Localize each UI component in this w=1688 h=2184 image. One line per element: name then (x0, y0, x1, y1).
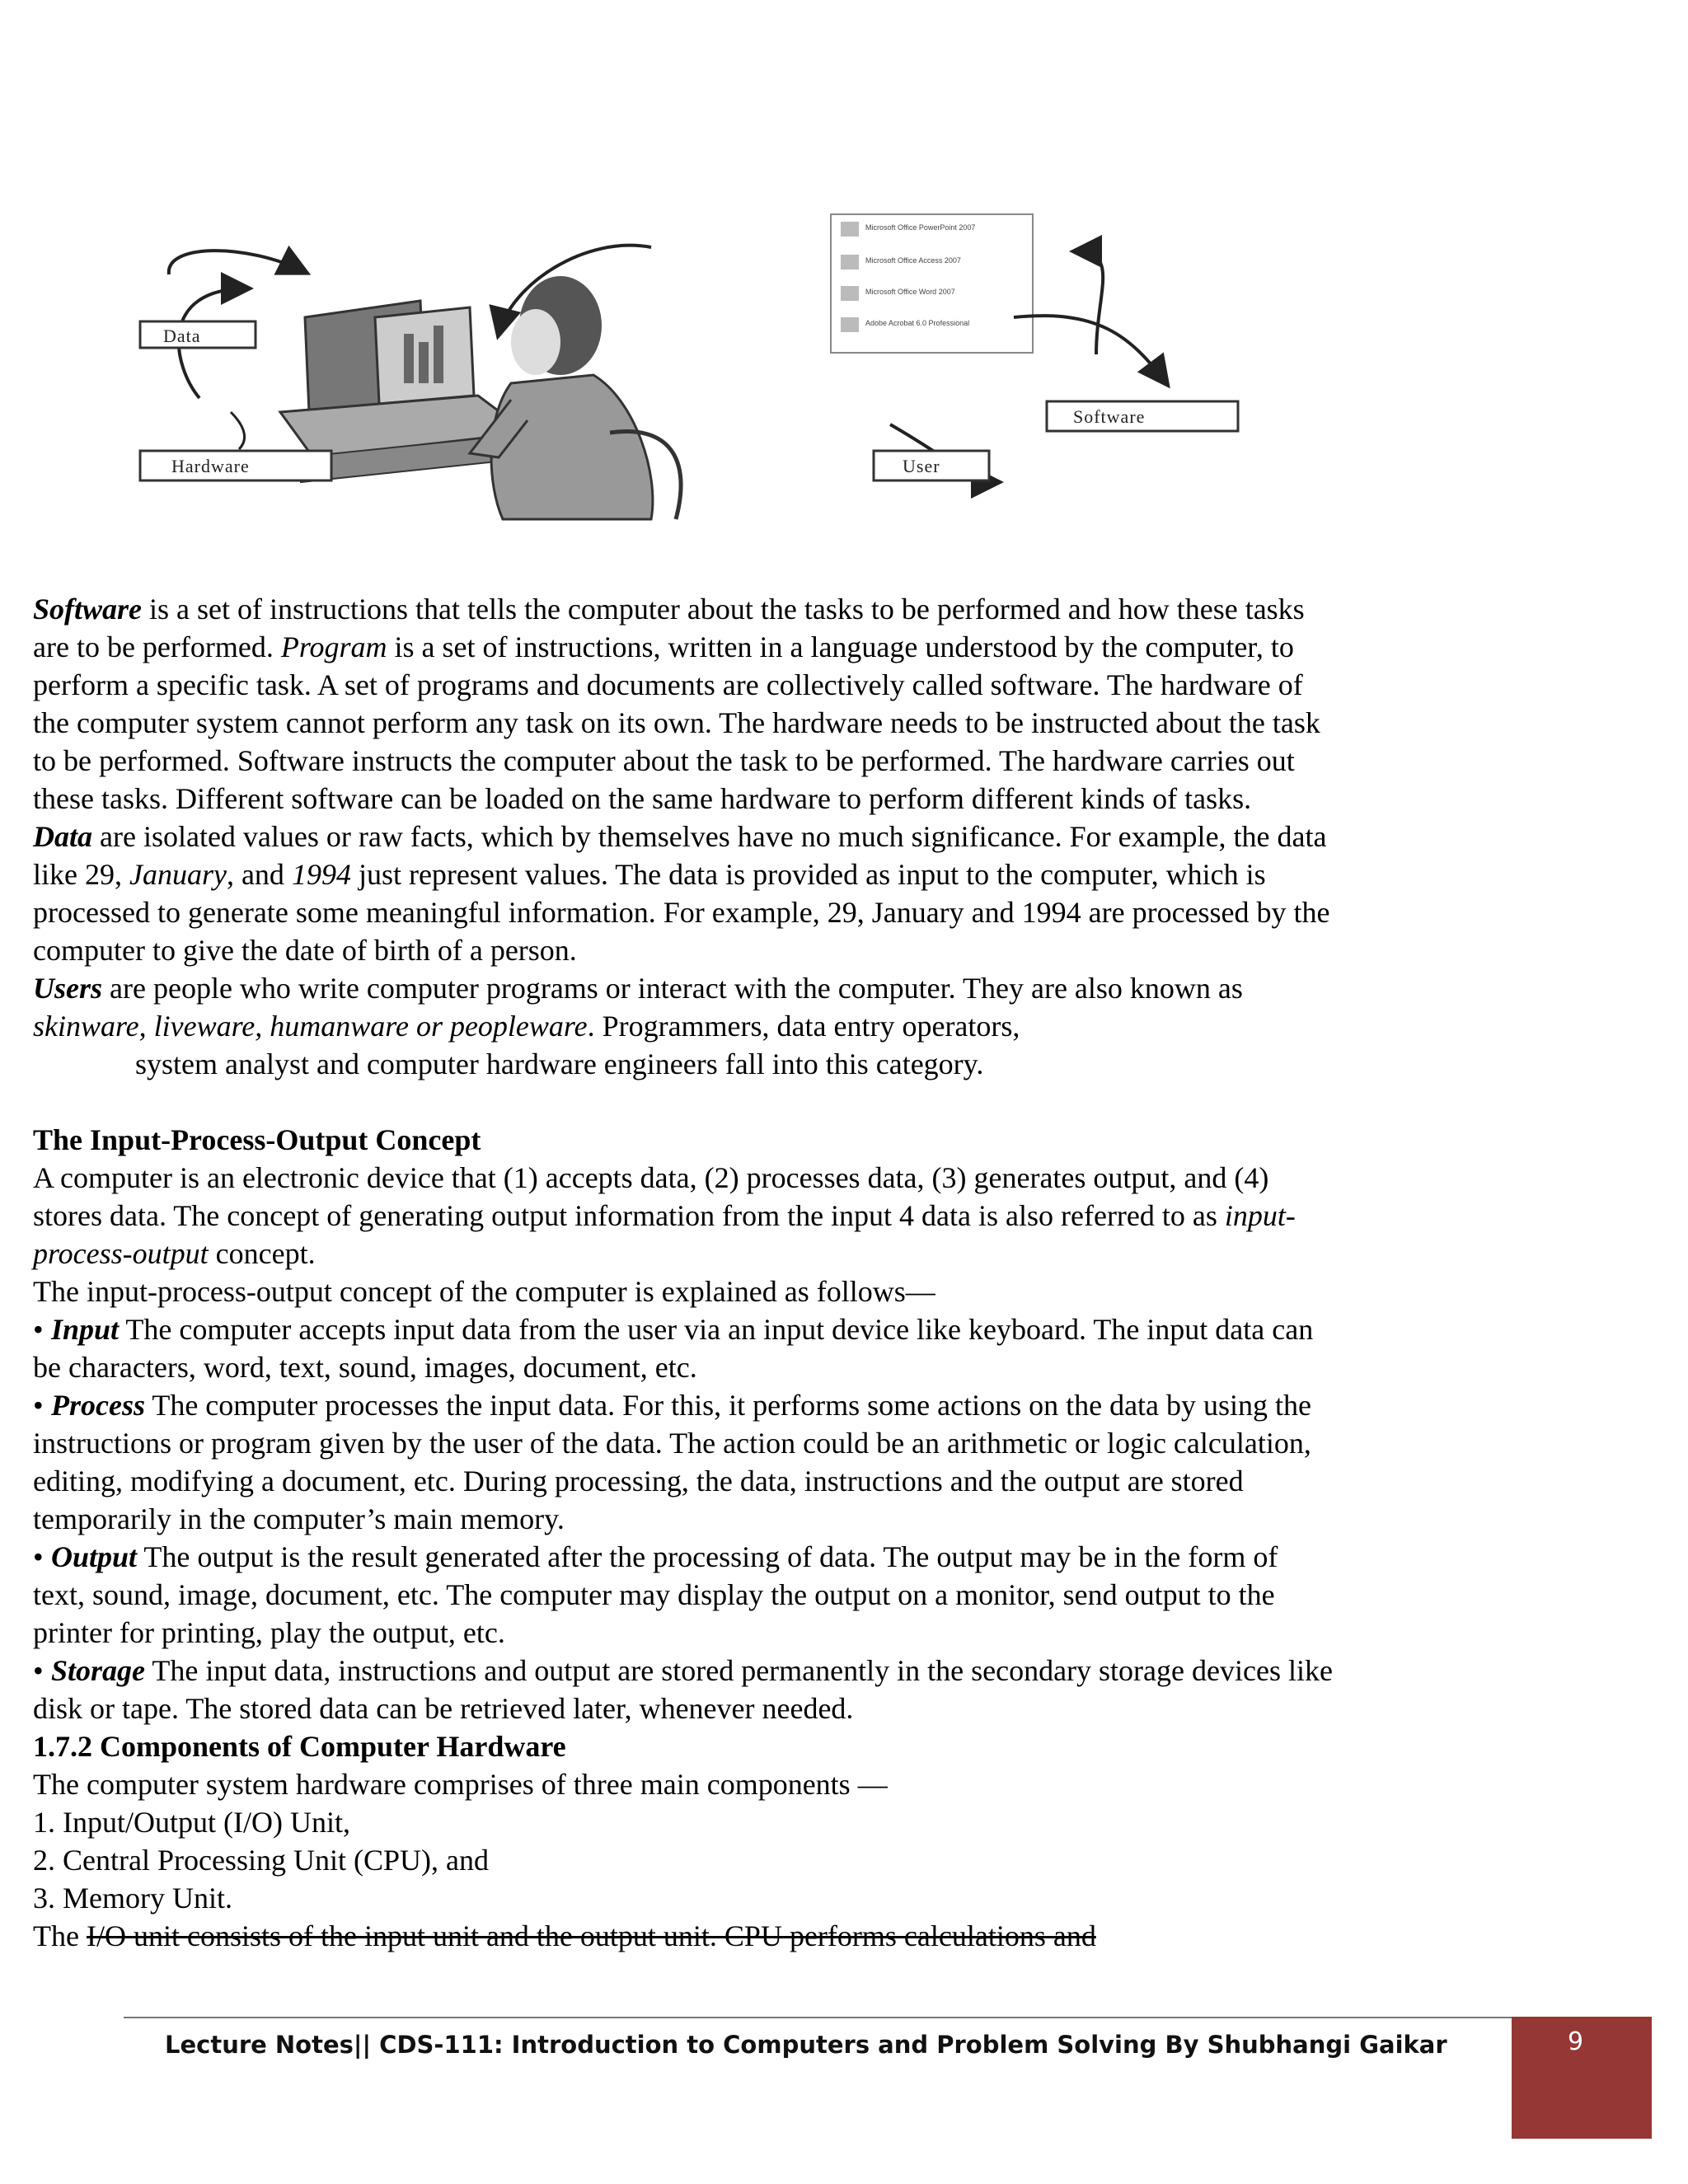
paragraph-ipo-intro: A computer is an electronic device that (1) accepts data, (2) processes data, (3) generates output, and (4) stores data. The concept of generating output information from the input 4 data is also referred to as input-process-output concept. (33, 1161, 1296, 1270)
bullet-storage: • Storage The input data, instructions and output are stored permanently in the secondary storage devices like disk or tape. The stored data can be retrieved later, whenever needed. (33, 1652, 1335, 1727)
svg-text:Data: Data (163, 326, 201, 346)
label-user (874, 451, 989, 480)
arrow (1076, 251, 1103, 354)
footer-divider (124, 2017, 1525, 2018)
list-item: 1. Input/Output (I/O) Unit, (33, 1806, 350, 1839)
bullet-input: • Input The computer accepts input data from the user via an input device like keyboard. The input data can be characters, word, text, sound, images, document, etc. (33, 1310, 1335, 1386)
section-heading-ipo: The Input-Process-Output Concept (33, 1123, 481, 1156)
program-list-panel (831, 214, 1033, 353)
program-item: Microsoft Office Word 2007 (865, 288, 955, 296)
paragraph-users: Users are people who write computer programs or interact with the computer. They are also known as skinware, liveware, humanware or peopleware. Programmers, data entry operators, (33, 972, 1243, 1043)
term-users: Users (33, 972, 103, 1005)
program-item: Adobe Acrobat 6.0 Professional (865, 319, 970, 327)
list-item: 2. Central Processing Unit (CPU), and (33, 1844, 489, 1877)
program-item: Microsoft Office Access 2007 (865, 256, 961, 265)
svg-text:Software: Software (1073, 406, 1146, 427)
bullet-icon: • (33, 1313, 44, 1346)
document-body (33, 590, 1335, 1955)
paragraph-hardware-intro: The computer system hardware comprises of three main components — (33, 1768, 888, 1801)
label-software (1047, 401, 1238, 431)
svg-text:Hardware: Hardware (171, 456, 250, 476)
term-program: Program (280, 630, 387, 663)
paragraph-io-unit: The I/O unit consists of the input unit and the output unit. CPU performs calculations and (33, 1919, 1096, 1952)
label-data (140, 321, 256, 348)
page-number: 9 (1568, 2027, 1584, 2056)
arrow (1014, 316, 1166, 383)
label-hardware (140, 451, 331, 480)
bullet-process: • Process The computer processes the input data. For this, it performs some actions on the data by using the instructions or program given by the user of the data. The action could be an arithmetic or logic calculation, editing, modifying a document, etc. During processing, the data, instructions and the output are stored temporarily in the computer’s main memory. (33, 1386, 1335, 1538)
bullet-output: • Output The output is the result generated after the processing of data. The output may be in the form of text, sound, image, document, etc. The computer may display the output on a monitor, send output to the printer for printing, play the output, etc. (33, 1538, 1335, 1652)
list-item: 3. Memory Unit. (33, 1882, 232, 1915)
arrow (169, 251, 305, 274)
bullet-icon: • (33, 1389, 44, 1422)
term-software: Software (33, 593, 143, 626)
program-item: Microsoft Office PowerPoint 2007 (865, 223, 976, 232)
paragraph-users-continued: system analyst and computer hardware engineers fall into this category. (135, 1047, 984, 1080)
user-at-computer-drawing (280, 276, 681, 519)
svg-text:User: User (903, 456, 940, 476)
paragraph-ipo-explained: The input-process-output concept of the computer is explained as follows— (33, 1275, 935, 1308)
section-heading-hardware: 1.7.2 Components of Computer Hardware (33, 1730, 566, 1763)
computer-system-illustration (124, 210, 1278, 523)
paragraph-software: Software is a set of instructions that tells the computer about the tasks to be performed and how these tasks are to be performed. Program is a set of instructions, written in a language understood by the computer, to perform a specific task. A set of programs and documents are collectively called software. The hardware of the computer system cannot perform any task on its own. The hardware needs to be instructed about the task to be performed. Software instructs the computer about the task to be performed. The hardware carries out these tasks. Different software can be loaded on the same hardware to perform different kinds of tasks. (33, 593, 1320, 815)
footer-text: Lecture Notes|| CDS-111: Introduction to Computers and Problem Solving By Shubhangi Gaikar (165, 2031, 1447, 2059)
bullet-icon: • (33, 1540, 44, 1573)
term-data: Data (33, 820, 92, 853)
paragraph-data: Data are isolated values or raw facts, which by themselves have no much significance. For example, the data like 29, January, and 1994 just represent values. The data is provided as input to the computer, which is processed to generate some meaningful information. For example, 29, January and 1994 are processed by the computer to give the date of birth of a person. (33, 820, 1330, 967)
bullet-icon: • (33, 1654, 44, 1687)
